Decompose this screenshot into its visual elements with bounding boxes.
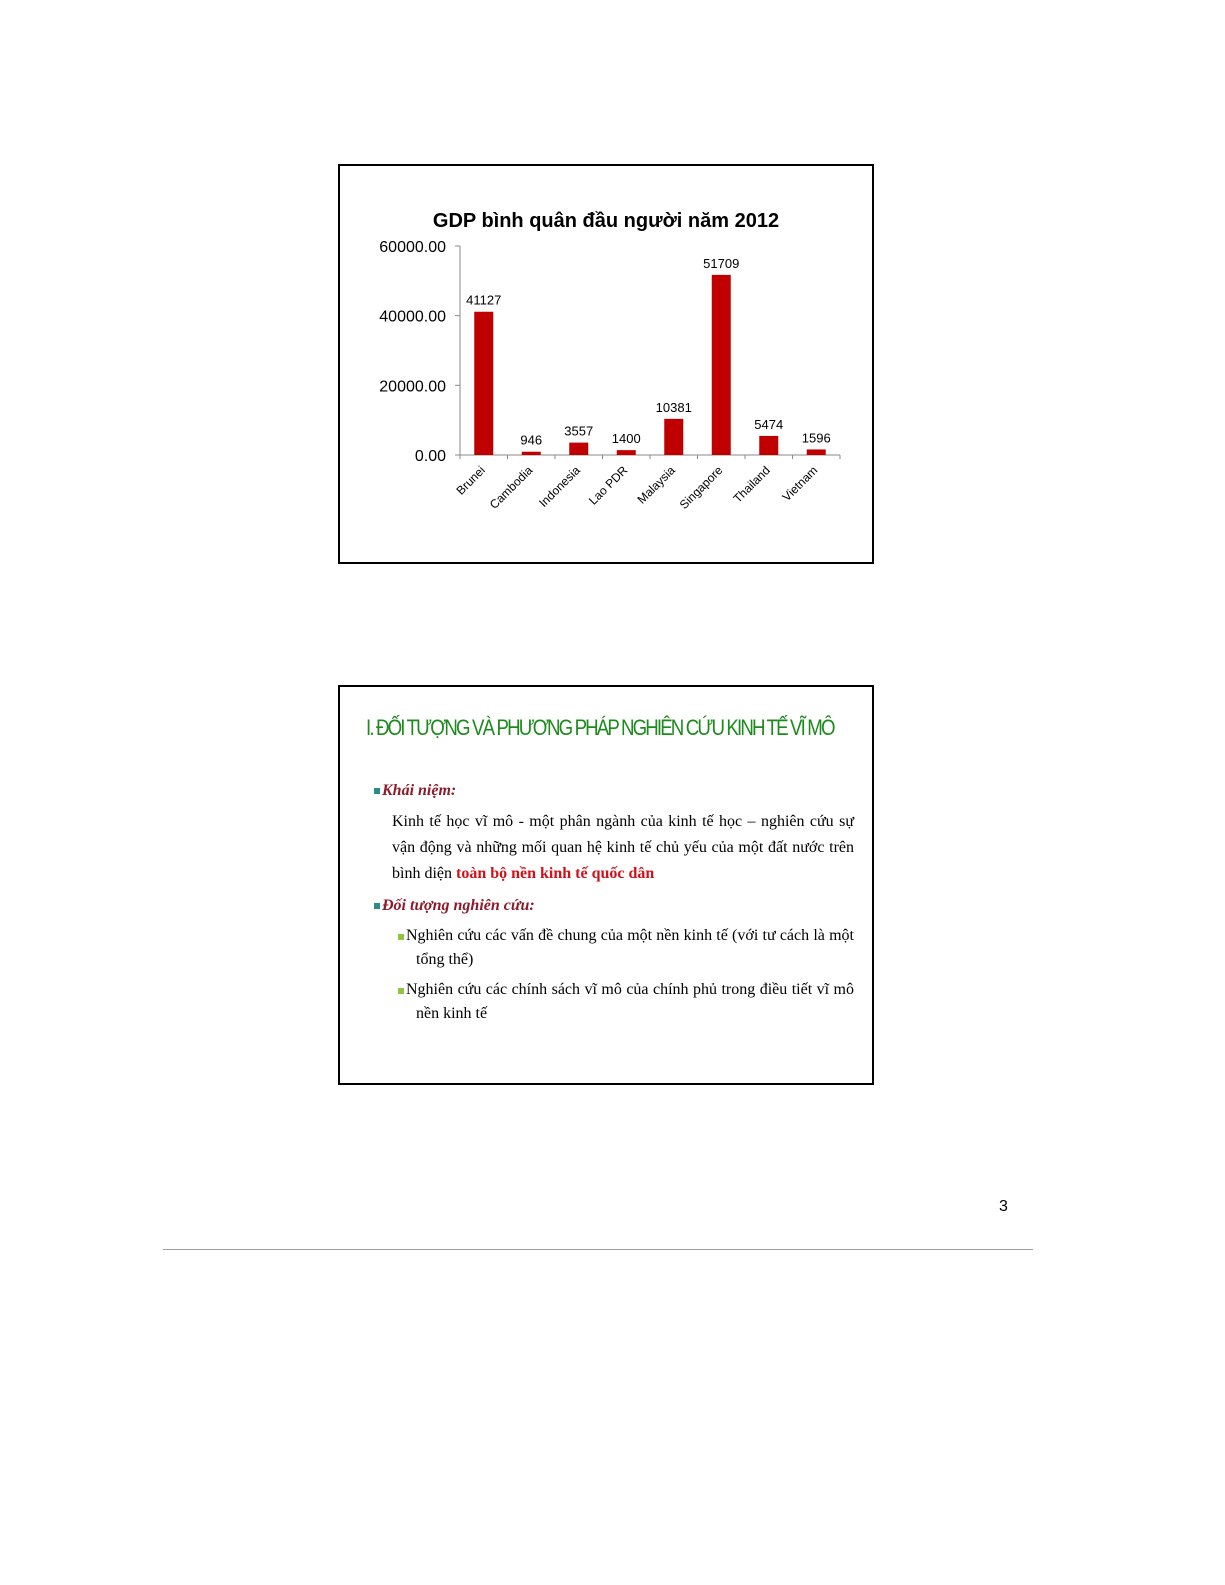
- page-number: 3: [999, 1198, 1008, 1215]
- bar-brunei: [474, 312, 493, 455]
- square-bullet-icon: [398, 934, 404, 940]
- object-item-2-text: Nghiên cứu các chính sách vĩ mô của chính phủ trong điều tiết vĩ mô nền kinh tế: [406, 981, 854, 1022]
- square-bullet-icon: [374, 788, 380, 794]
- concept-label-row: [374, 778, 854, 804]
- data-label: 1400: [611, 431, 641, 447]
- square-bullet-icon: [398, 988, 404, 994]
- data-label: 3557: [564, 423, 594, 439]
- concept-text: Kinh tế học vĩ mô - một phân ngành của kinh tế học – nghiên cứu sự vận động và những mối quan hệ kinh tế chủ yếu của một đất nước trên bình diện: [392, 813, 854, 882]
- x-tick-label: Thailand: [730, 463, 773, 506]
- gdp-bar-chart: [340, 166, 872, 562]
- object-item-2: [398, 978, 854, 1026]
- slide-body: [374, 778, 854, 1032]
- bar-singapore: [712, 275, 731, 455]
- slide-heading: I. ĐỐI TƯỢNG VÀ PHƯƠNG PHÁP NGHIÊN CỨU KINH TẾ VĨ MÔ: [366, 715, 834, 740]
- bar-cambodia: [522, 452, 541, 455]
- data-label: 41127: [466, 292, 502, 308]
- y-tick-label: 40000.00: [379, 308, 446, 326]
- slide-gdp-chart: [338, 164, 874, 564]
- bar-malaysia: [664, 419, 683, 455]
- object-label-row: [374, 893, 854, 919]
- x-tick-label: Vietnam: [779, 463, 821, 505]
- footer-rule: [163, 1249, 1033, 1250]
- x-tick-label: Indonesia: [536, 463, 583, 510]
- x-tick-label: Singapore: [676, 463, 726, 512]
- x-tick-label: Cambodia: [486, 463, 536, 512]
- x-tick-label: Brunei: [453, 463, 488, 498]
- object-item-1: [398, 924, 854, 972]
- bar-thailand: [759, 436, 778, 455]
- concept-paragraph: [392, 809, 854, 887]
- x-tick-label: Malaysia: [634, 463, 678, 507]
- concept-highlight: toàn bộ nền kinh tế quốc dân: [456, 865, 655, 882]
- slide-macro-intro: [338, 685, 874, 1085]
- x-tick-label: Lao PDR: [586, 463, 631, 508]
- data-label: 946: [520, 432, 543, 448]
- object-item-1-text: Nghiên cứu các vấn đề chung của một nền kinh tế (với tư cách là một tổng thể): [406, 927, 854, 968]
- chart-title: GDP bình quân đầu người năm 2012: [432, 210, 780, 232]
- concept-label: Khái niệm:: [382, 782, 457, 799]
- bar-indonesia: [569, 443, 588, 455]
- data-label: 51709: [703, 255, 740, 271]
- data-label: 10381: [655, 399, 692, 415]
- data-label: 5474: [754, 416, 784, 432]
- bar-vietnam: [807, 449, 826, 455]
- bar-lao-pdr: [617, 450, 636, 455]
- object-label: Đối tượng nghiên cứu:: [382, 897, 535, 914]
- data-label: 1596: [801, 430, 831, 446]
- y-tick-label: 20000.00: [379, 378, 446, 396]
- square-bullet-icon: [374, 903, 380, 909]
- y-tick-label: 0.00: [414, 448, 446, 465]
- y-tick-label: 60000.00: [379, 239, 446, 256]
